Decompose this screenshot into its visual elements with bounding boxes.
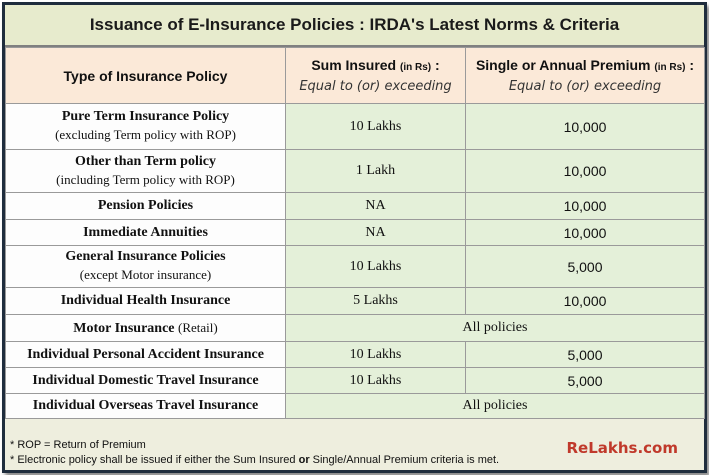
header-premium: Single or Annual Premium (in Rs) : Equal to (or) exceeding	[466, 48, 705, 104]
premium-cell: 10,000	[466, 150, 705, 193]
policy-type-cell: Other than Term policy (including Term policy with ROP)	[6, 150, 286, 193]
brand-watermark: ReLakhs.com	[566, 439, 678, 457]
table-row	[6, 394, 705, 419]
policy-type-cell: General Insurance Policies (except Motor insurance)	[6, 246, 286, 288]
sum-insured-cell: 5 Lakhs	[286, 288, 466, 315]
sum-insured-cell: 1 Lakh	[286, 150, 466, 193]
header-sum-insured: Sum Insured (in Rs) : Equal to (or) exceeding	[286, 48, 466, 104]
premium-cell: 5,000	[466, 342, 705, 368]
table-row	[6, 220, 705, 246]
header-type: Type of Insurance Policy	[6, 48, 286, 104]
sum-insured-cell: 10 Lakhs	[286, 246, 466, 288]
header-criteria: Equal to (or) exceeding	[508, 79, 662, 94]
policy-type-cell: Pure Term Insurance Policy (excluding Term policy with ROP)	[6, 104, 286, 150]
merged-value-cell: All policies	[286, 394, 705, 419]
table-header-row	[6, 48, 705, 104]
table-row	[6, 104, 705, 150]
policy-type-cell: Individual Personal Accident Insurance	[6, 342, 286, 368]
policy-type-cell: Individual Health Insurance	[6, 288, 286, 315]
footnote-rop: * ROP = Return of Premium	[10, 439, 146, 451]
footnote-electronic: * Electronic policy shall be issued if either the Sum Insured or Single/Annual Premium criteria is met.	[10, 454, 500, 466]
premium-cell: 10,000	[466, 288, 705, 315]
premium-cell: 5,000	[466, 368, 705, 394]
header-criteria: Equal to (or) exceeding	[299, 79, 452, 94]
sum-insured-cell: 10 Lakhs	[286, 368, 466, 394]
sum-insured-cell: 10 Lakhs	[286, 342, 466, 368]
sum-insured-cell: NA	[286, 220, 466, 246]
policy-type-cell: Individual Overseas Travel Insurance	[6, 394, 286, 419]
policy-type-cell: Pension Policies	[6, 193, 286, 220]
table-row	[6, 150, 705, 193]
infographic-card	[2, 2, 707, 473]
premium-cell: 10,000	[466, 104, 705, 150]
table-row	[6, 315, 705, 342]
policy-type-cell: Individual Domestic Travel Insurance	[6, 368, 286, 394]
norms-table	[5, 47, 705, 419]
premium-cell: 5,000	[466, 246, 705, 288]
page-title: Issuance of E-Insurance Policies : IRDA's Latest Norms & Criteria	[5, 5, 704, 47]
premium-cell: 10,000	[466, 193, 705, 220]
merged-value-cell: All policies	[286, 315, 705, 342]
footnotes	[5, 434, 704, 470]
table-row	[6, 193, 705, 220]
sum-insured-cell: 10 Lakhs	[286, 104, 466, 150]
sum-insured-cell: NA	[286, 193, 466, 220]
table-row	[6, 246, 705, 288]
table-row	[6, 288, 705, 315]
premium-cell: 10,000	[466, 220, 705, 246]
table-row	[6, 368, 705, 394]
policy-type-cell: Motor Insurance (Retail)	[6, 315, 286, 342]
table-row	[6, 342, 705, 368]
policy-type-cell: Immediate Annuities	[6, 220, 286, 246]
